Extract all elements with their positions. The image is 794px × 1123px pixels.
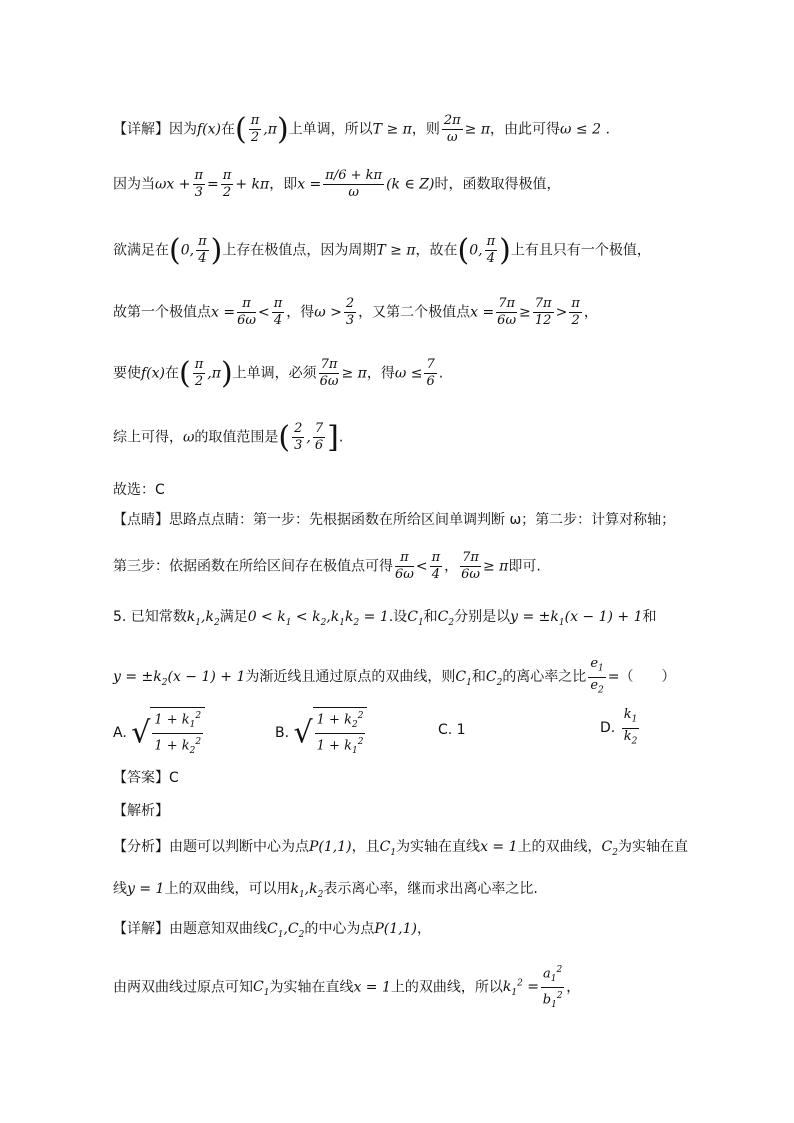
comment-tag: 【点睛】 xyxy=(113,512,169,528)
analysis-tag: 【解析】 xyxy=(113,803,169,819)
detail-line-3: 欲满足在(0, $\frac{\pi}{4}$ )上存在极值点，因为周期T ≥ π，故在(0, $\frac{\pi}{4}$ )上有且只有一个极值， xyxy=(113,233,651,268)
option-d[interactable]: D. $\frac{k_1}{k_2}$ xyxy=(600,707,638,747)
detail-line-4: 故第一个极值点x = $\frac{\pi}{6\omega}$ < $\frac{\pi}{4}$ ，得ω > $\frac{2}{3}$ ，又第二个极值点x = $\frac{7\pi}{6\omega}$ ≥ $\frac{7\pi}{12}$ > $\frac{\pi}{2}$ ， xyxy=(113,296,598,328)
option-c[interactable]: C. 1 xyxy=(438,722,466,738)
detail-line-2: 因为当ωx + $\frac{\pi}{3}$ = $\frac{\pi}{2}$ + kπ，即x = $\frac{\pi/6 + k\pi}{\omega}$ (k ∈ Z)时，函数取得极值， xyxy=(113,168,561,200)
comment-line-2: 第三步：依据函数在所给区间存在极值点可得 $\frac{\pi}{6\omega}$ < $\frac{\pi}{4}$ ， $\frac{7\pi}{6\omega}$ ≥ π即可. xyxy=(113,550,541,582)
answer-tag: 【答案】 xyxy=(113,770,169,786)
analysis-line-1: 【分析】由题可以判断中心为点P(1,1)，且$C_1$为实轴在直线x = 1上的双曲线，$C_2$为实轴在直 xyxy=(113,839,688,858)
choice-line: 故选：C xyxy=(113,482,165,498)
detail-line-6: 综上可得，ω的取值范围是( $\frac{2}{3}$ , $\frac{7}{6}$ ]. xyxy=(113,420,344,455)
option-a[interactable]: A. √ $\frac{1 + k_1^2}{1 + k_2^2}$ xyxy=(113,707,205,759)
detail-q5-line-1: 【详解】由题意知双曲线$C_1,C_2$的中心为点P(1,1)， xyxy=(113,921,431,940)
analysis-line-2: 线y = 1上的双曲线，可以用$k_1,k_2$表示离心率，继而求出离心率之比. xyxy=(113,881,538,900)
comment-line-1: 【点睛】思路点点睛：第一步：先根据函数在所给区间单调判断 ω；第二步：计算对称轴； xyxy=(113,512,676,528)
detail-line-5: 要使f(x)在( $\frac{\pi}{2}$ ,π)上单调，必须 $\frac{7\pi}{6\omega}$ ≥ π，得ω ≤ $\frac{7}{6}$ . xyxy=(113,356,444,391)
question-5-line-1: 5. 已知常数$k_1,k_2$满足$0 < k_1 < k_2,k_1k_2 = 1$.设$C_1$和$C_2$分别是以$y = \pm k_1(x - 1) + 1$和 xyxy=(113,609,657,628)
detail-q5-line-2: 由两双曲线过原点可知$C_1$为实轴在直线x = 1上的双曲线，所以$k_1^2$ = $\frac{a_1^2}{b_1^2}$ ， xyxy=(113,962,734,1013)
detail-tag: 【详解】 xyxy=(113,121,169,138)
answer-line xyxy=(113,767,734,787)
option-b[interactable]: B. √ $\frac{1 + k_2^2}{1 + k_1^2}$ xyxy=(275,707,367,759)
detail-line-1: 【详解】因为f(x)在( $\frac{\pi}{2}$ ,π)上单调，所以T ≥ π，则 $\frac{2\pi}{\omega}$ ≥ π，由此可得ω ≤ 2 . xyxy=(113,112,610,147)
answer-value: C xyxy=(169,770,179,786)
question-5-line-2: $y = \pm k_2(x - 1) + 1$为渐近线且通过原点的双曲线，则$C_1$和$C_2$的离心率之比 $\frac{e_1}{e_2}$ =（ ） xyxy=(113,656,676,696)
